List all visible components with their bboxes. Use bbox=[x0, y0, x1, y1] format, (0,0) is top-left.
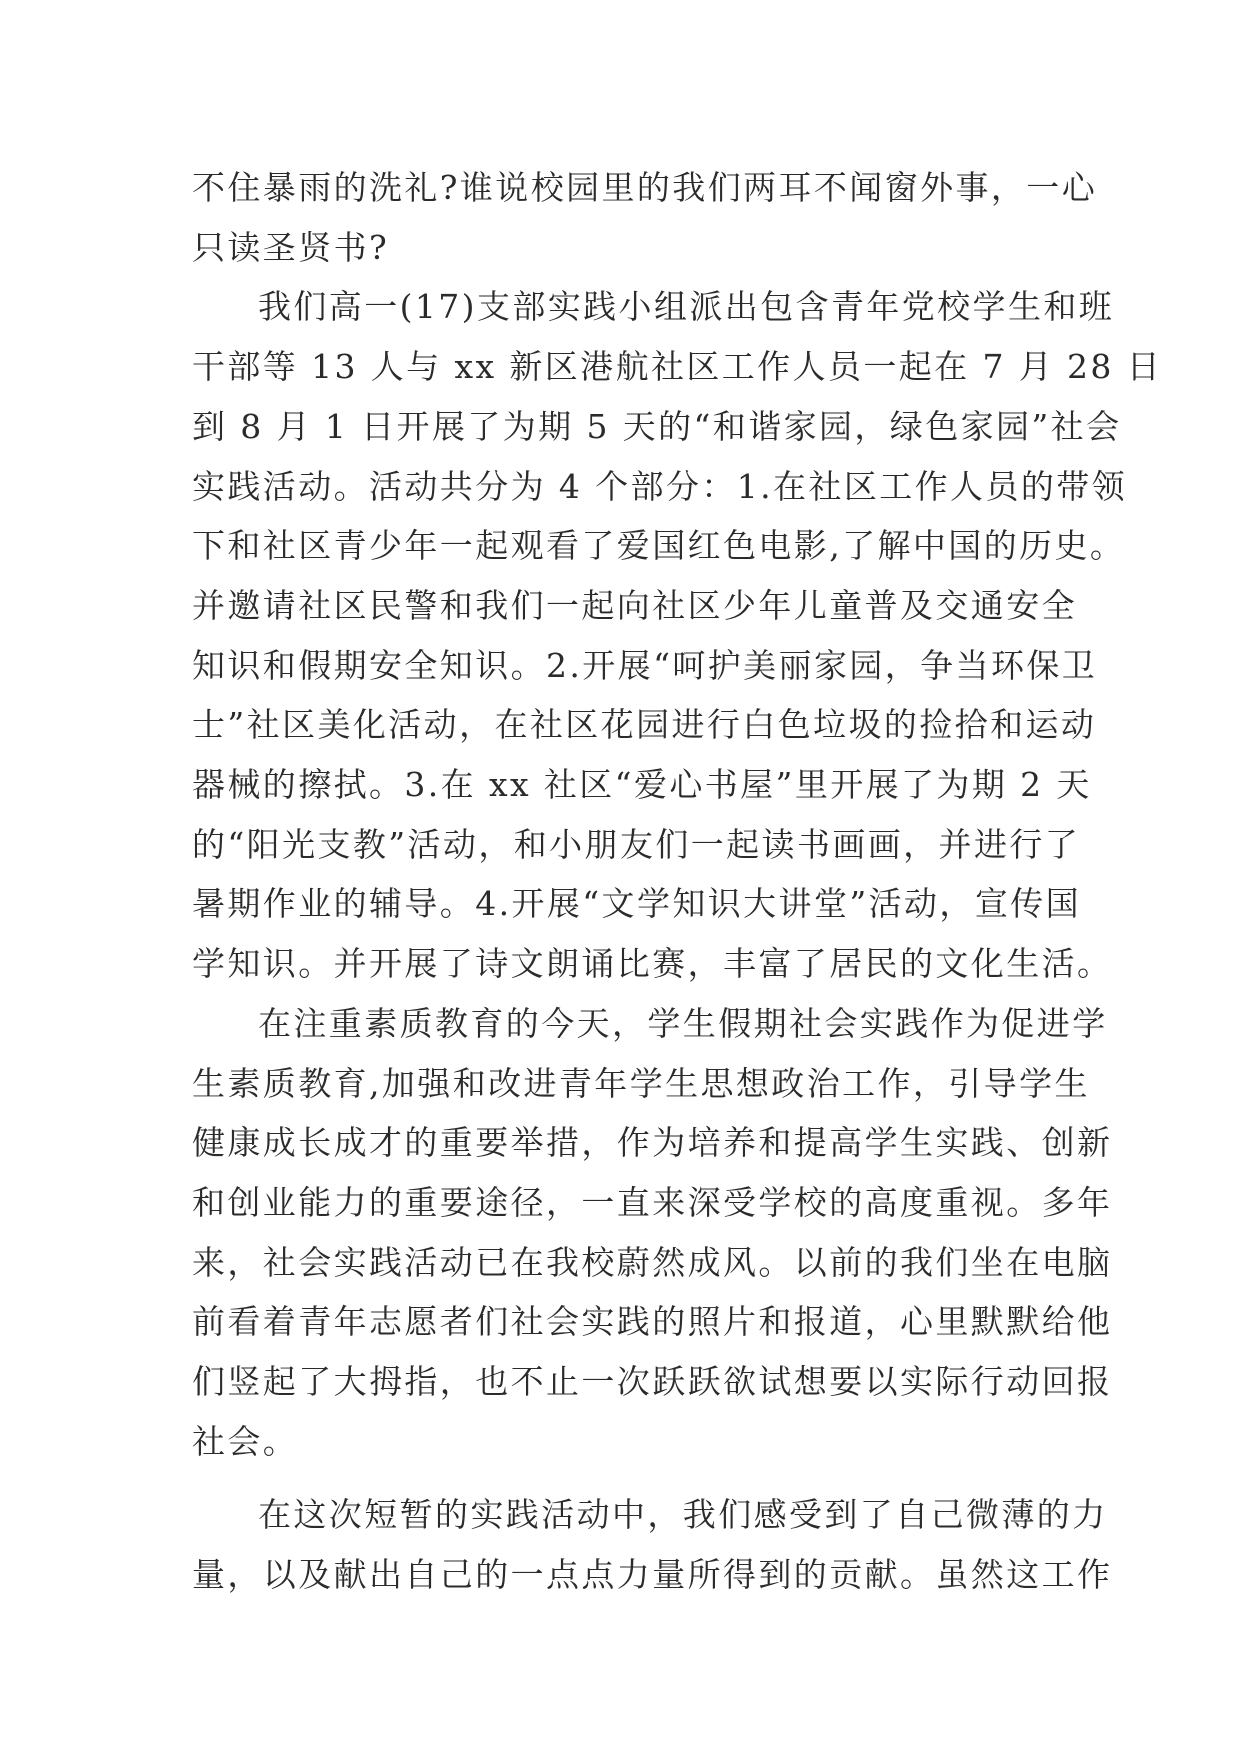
text-line: 量，以及献出自己的一点点力量所得到的贡献。虽然这工作 bbox=[192, 1555, 1113, 1595]
text-line: 们竖起了大拇指，也不止一次跃跃欲试想要以实际行动回报 bbox=[192, 1362, 1113, 1402]
text-line: 社会。 bbox=[192, 1421, 299, 1461]
text-line: 器械的擦拭。3.在 xx 社区“爱心书屋”里开展了为期 2 天 bbox=[192, 765, 1092, 805]
paragraph-1 bbox=[192, 158, 1098, 277]
text-line: 到 8 月 1 日开展了为期 5 天的“和谐家园，绿色家园”社会 bbox=[192, 406, 1122, 446]
text-line: 实践活动。活动共分为 4 个部分：1.在社区工作人员的带领 bbox=[192, 466, 1128, 506]
paragraph-4 bbox=[192, 1485, 1113, 1604]
paragraph-spacer bbox=[192, 1471, 1072, 1485]
text-line: 只读圣贤书? bbox=[192, 227, 390, 267]
text-line: 的“阳光支教”活动，和小朋友们一起读书画画，并进行了 bbox=[192, 824, 1081, 864]
text-line: 在这次短暂的实践活动中，我们感受到了自己微薄的力 bbox=[258, 1495, 1108, 1535]
text-line: 知识和假期安全知识。2.开展“呵护美丽家园，争当环保卫 bbox=[192, 645, 1098, 685]
document-body bbox=[192, 158, 1163, 1605]
text-line: 不住暴雨的洗礼?谁说校园里的我们两耳不闻窗外事，一心 bbox=[192, 168, 1098, 207]
paragraph-3 bbox=[192, 994, 1113, 1472]
text-line: 下和社区青少年一起观看了爱国红色电影,了解中国的历史。 bbox=[192, 526, 1126, 566]
text-line: 我们高一(17)支部实践小组派出包含青年党校学生和班 bbox=[258, 287, 1115, 327]
text-line: 学知识。并开展了诗文朗诵比赛，丰富了居民的文化生活。 bbox=[192, 944, 1113, 984]
text-line: 士”社区美化活动，在社区花园进行白色垃圾的捡拾和运动 bbox=[192, 705, 1097, 745]
text-line: 和创业能力的重要途径，一直来深受学校的高度重视。多年 bbox=[192, 1182, 1113, 1222]
text-line: 干部等 13 人与 xx 新区港航社区工作人员一起在 7 月 28 日 bbox=[192, 347, 1163, 387]
paragraph-2 bbox=[192, 277, 1163, 993]
text-line: 健康成长成才的重要举措，作为培养和提高学生实践、创新 bbox=[192, 1123, 1113, 1163]
text-line: 生素质教育,加强和改进青年学生思想政治工作，引导学生 bbox=[192, 1063, 1090, 1103]
text-line: 暑期作业的辅导。4.开展“文学知识大讲堂”活动，宣传国 bbox=[192, 884, 1082, 924]
text-line: 前看着青年志愿者们社会实践的照片和报道，心里默默给他 bbox=[192, 1302, 1113, 1342]
text-line: 来，社会实践活动已在我校蔚然成风。以前的我们坐在电脑 bbox=[192, 1242, 1113, 1282]
text-line: 在注重素质教育的今天，学生假期社会实践作为促进学 bbox=[258, 1003, 1108, 1043]
text-line: 并邀请社区民警和我们一起向社区少年儿童普及交通安全 bbox=[192, 585, 1077, 625]
